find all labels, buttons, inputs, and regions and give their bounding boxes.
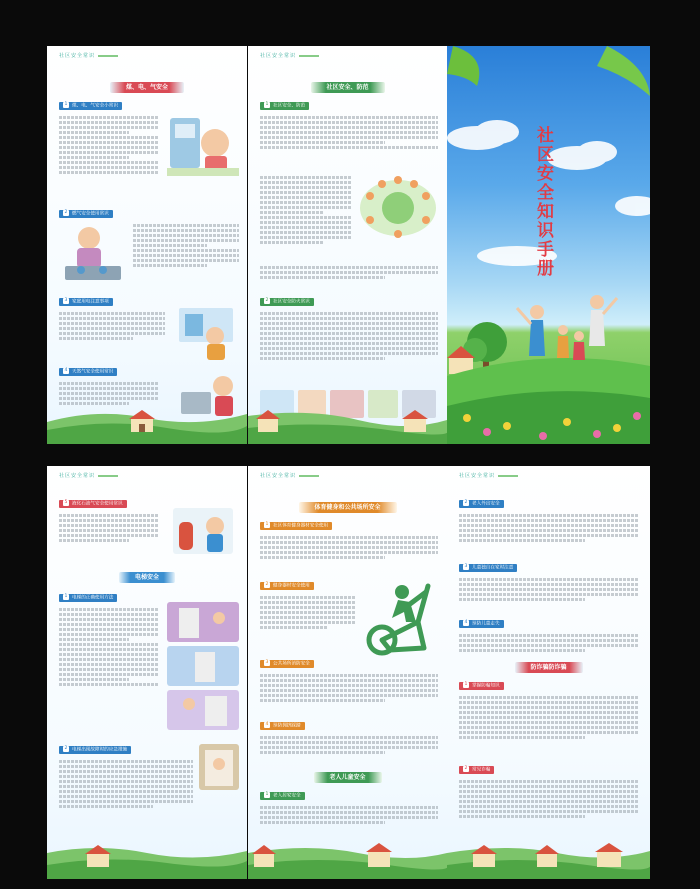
- section-heading: 5 液化石油气安全使用常识: [59, 500, 127, 508]
- section-heading: 3 儿童独自在家时注意: [459, 564, 517, 572]
- page-header: 社区安全常识: [59, 52, 118, 59]
- house-icon: [252, 845, 276, 867]
- grass-ground: [248, 404, 447, 444]
- body-text: [260, 534, 438, 578]
- section-banner: 电梯安全: [119, 572, 175, 583]
- section-heading: 2 常见诈骗: [459, 766, 494, 774]
- gas-stove-illustration: [59, 222, 127, 284]
- grass-ground: [248, 839, 447, 879]
- tree-icon: [447, 46, 650, 96]
- house-icon: [256, 410, 280, 432]
- section-heading: 4 预防拥挤踩踏: [260, 722, 305, 730]
- section-heading: 1 煤、电、气安全小常识: [59, 102, 122, 110]
- body-text: [59, 512, 159, 564]
- house-icon: [402, 410, 428, 432]
- back-panel-2: [248, 466, 447, 879]
- page-header: 社区安全常识: [260, 52, 319, 59]
- back-panel-1: [47, 466, 247, 879]
- section-heading: 1 老人居家安全: [260, 792, 305, 800]
- section-banner: 老人儿童安全: [313, 772, 381, 783]
- page-header: 社区安全常识: [459, 472, 518, 479]
- body-text: [260, 734, 438, 768]
- section-heading: 2 老人外出安全: [459, 500, 504, 508]
- front-panel-1: [47, 46, 247, 444]
- front-panel-2: [248, 46, 447, 444]
- grass-ground: [447, 839, 650, 879]
- body-text: [260, 310, 438, 386]
- body-text: [59, 114, 159, 200]
- community-circle-illustration: [356, 168, 440, 242]
- body-text: [260, 114, 438, 170]
- section-heading: 4 天然气安全使用常识: [59, 368, 117, 376]
- family-icon: [517, 295, 617, 360]
- body-text: [459, 778, 639, 838]
- section-banner: 社区安全、防范: [310, 82, 384, 93]
- page-header: 社区安全常识: [260, 472, 319, 479]
- house-icon: [535, 845, 559, 867]
- cover-title: 社区安全知识手册: [533, 126, 553, 278]
- body-text: [459, 512, 639, 564]
- section-heading: 1 掌握防骗知识: [459, 682, 504, 690]
- body-text: [260, 594, 356, 654]
- body-text: [459, 576, 639, 620]
- house-icon: [129, 410, 155, 432]
- section-banner: 防诈骗防诈骗: [514, 662, 582, 673]
- body-text: [459, 694, 639, 764]
- body-text: [59, 606, 159, 736]
- section-heading: 2 电梯出现故障时的应急措施: [59, 746, 131, 754]
- body-text: [260, 804, 438, 838]
- house-icon: [366, 843, 392, 867]
- gas-cylinder-illustration: [165, 502, 241, 560]
- section-heading: 1 社区安全、防范: [260, 102, 309, 110]
- section-heading: 1 社区体育健身器材安全使用: [260, 522, 332, 530]
- body-text: [133, 222, 239, 292]
- section-heading: 2 社区安全防火常识: [260, 298, 314, 306]
- electric-safety-illustration: [171, 302, 241, 362]
- body-text: [59, 310, 165, 362]
- section-heading: 2 健身器材安全使用: [260, 582, 314, 590]
- back-panel-3: [447, 466, 650, 879]
- section-banner: 煤、电、气安全: [110, 82, 184, 93]
- section-heading: 3 家庭用电注意事项: [59, 298, 113, 306]
- cover-panel: [447, 46, 650, 444]
- section-heading: 2 燃气安全使用常识: [59, 210, 113, 218]
- house-icon: [595, 843, 623, 867]
- fitness-machine-icon: [360, 578, 440, 658]
- grass-ground: [47, 404, 247, 444]
- page-header: 社区安全常识: [59, 472, 118, 479]
- body-text: [59, 758, 193, 834]
- section-heading: 4 预防儿童走失: [459, 620, 504, 628]
- body-text: [260, 672, 438, 718]
- section-heading: 1 电梯的正确使用方法: [59, 594, 117, 602]
- section-banner: 体育健身和公共场所安全: [298, 502, 396, 513]
- grass-ground: [47, 839, 247, 879]
- home-appliance-illustration: [165, 108, 241, 178]
- section-heading: 3 公共场所消防安全: [260, 660, 314, 668]
- body-text: [459, 632, 639, 666]
- body-text: [260, 264, 438, 292]
- elevator-emergency-illustration: [197, 742, 241, 792]
- elevator-illustrations: [165, 600, 241, 734]
